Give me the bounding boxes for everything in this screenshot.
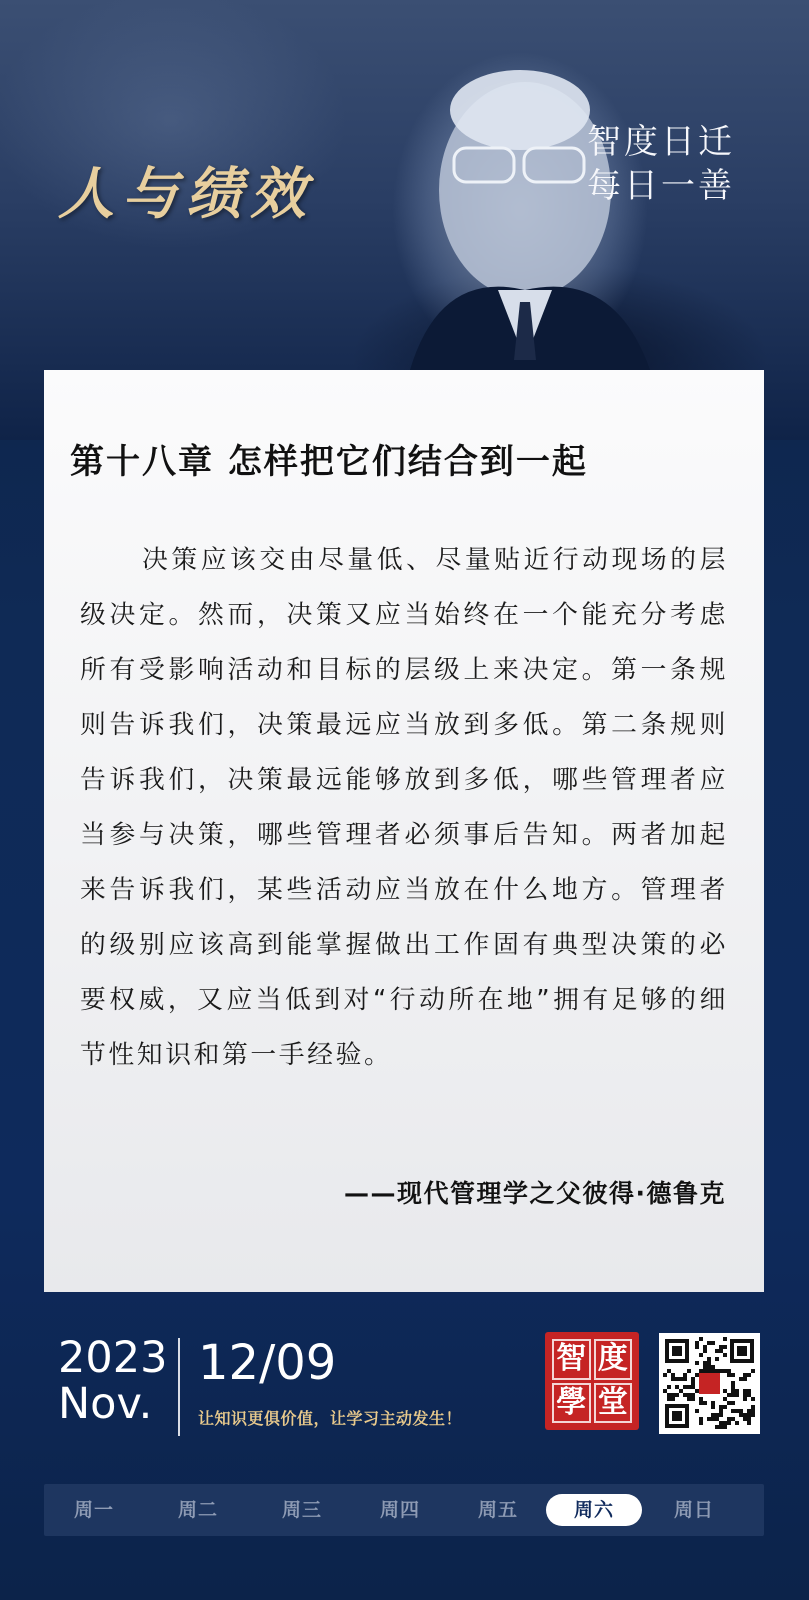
weekday-thu: 周四 xyxy=(379,1499,420,1521)
seal-char: 度 xyxy=(594,1339,633,1380)
date-divider xyxy=(178,1338,180,1436)
quote-card xyxy=(44,370,764,1292)
brand-seal-logo xyxy=(545,1332,639,1430)
year-label: 2023 xyxy=(58,1333,168,1383)
column-title: 人与绩效 xyxy=(58,161,314,227)
quote-body: 决策应该交由尽量低、尽量贴近行动现场的层级决定。然而，决策又应当始终在一个能充分考虑所有受影响活动和目标的层级上来决定。第一条规则告诉我们，决策最远应当放到多低。第二条规则告诉我们，决策最远能够放到多低，哪些管理者应当参与决策，哪些管理者必须事后告知。两者加起来告诉我们，某些活动应当放在什么地方。管理者的级别应该高到能掌握做出工作固有典型决策的必要权威，又应当低到对“行动所在地”拥有足够的细节性知识和第一手经验。 xyxy=(80,545,728,1070)
seal-char: 學 xyxy=(552,1383,591,1424)
weekday-sat: 周六 xyxy=(546,1494,642,1526)
motto-line-2: 每日一善 xyxy=(587,166,735,206)
seal-char: 智 xyxy=(552,1339,591,1380)
slogan: 让知识更俱价值，让学习主动发生！ xyxy=(198,1409,463,1428)
weekday-mon: 周一 xyxy=(73,1499,114,1521)
date-label: 12/09 xyxy=(198,1335,337,1391)
motto xyxy=(587,120,735,208)
weekday-bar xyxy=(44,1484,764,1536)
qr-code-icon[interactable] xyxy=(659,1333,760,1434)
quote-attribution: ——现代管理学之父彼得·德鲁克 xyxy=(344,1179,726,1208)
seal-char: 堂 xyxy=(594,1383,633,1424)
chapter-title: 第十八章 怎样把它们结合到一起 xyxy=(70,442,588,482)
weekday-fri: 周五 xyxy=(477,1499,518,1521)
weekday-wed: 周三 xyxy=(281,1499,322,1521)
motto-line-1: 智度日迁 xyxy=(587,122,735,162)
weekday-sun: 周日 xyxy=(673,1499,714,1521)
month-label: Nov. xyxy=(58,1379,153,1429)
weekday-tue: 周二 xyxy=(177,1499,218,1521)
